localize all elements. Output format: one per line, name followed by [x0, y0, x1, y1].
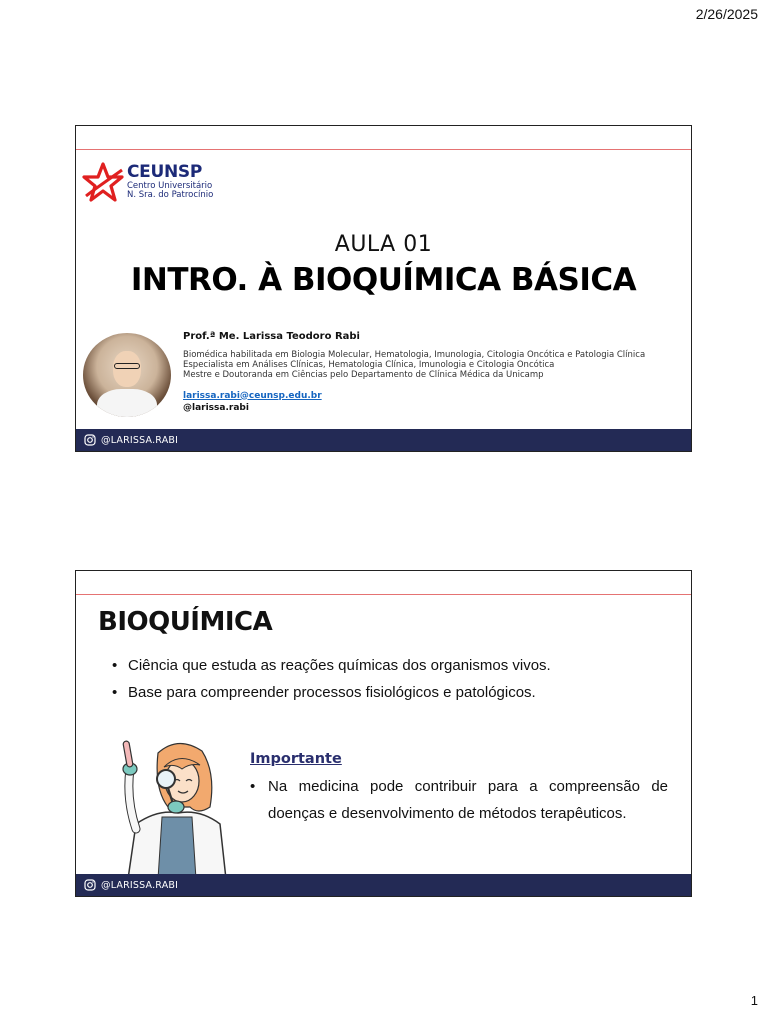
social-handle: @larissa.rabi [183, 402, 249, 413]
bullet-list [112, 657, 551, 711]
page-date: 2/26/2025 [695, 6, 758, 22]
bullet-item: • Ciência que estuda as reações químicas dos organismos vivos. [112, 657, 551, 674]
footer-handle: @LARISSA.RABI [101, 879, 179, 891]
important-title: Importante [250, 751, 342, 767]
instagram-icon [84, 434, 96, 446]
scientist-illustration [98, 729, 248, 879]
page-number: 1 [750, 993, 758, 1008]
top-rule [76, 149, 691, 150]
logo-name: CEUNSP [127, 162, 203, 183]
bio-line: Especialista em Análises Clínicas, Hematologia Clínica, Imunologia e Citologia Oncótica [183, 360, 555, 371]
bio-line: Biomédica habilitada em Biologia Molecular, Hematologia, Imunologia, Citologia Oncótica e Patologia Clínica [183, 350, 646, 360]
professor-profile [183, 331, 683, 413]
slide-2 [75, 570, 692, 897]
slide-title: INTRO. À BIOQUÍMICA BÁSICA [130, 262, 637, 298]
footer-handle: @LARISSA.RABI [101, 434, 179, 446]
lesson-number: AULA 01 [334, 232, 433, 257]
bullet-item: • Base para compreender processos fisiológicos e patológicos. [112, 684, 551, 701]
footer-bar [76, 874, 691, 896]
ceunsp-logo [82, 162, 213, 202]
slide-title: BIOQUÍMICA [98, 607, 273, 637]
top-rule [76, 594, 691, 595]
footer-bar [76, 429, 691, 451]
professor-avatar [83, 333, 171, 417]
email-link[interactable]: larissa.rabi@ceunsp.edu.br [183, 390, 322, 401]
professor-name: Prof.ª Me. Larissa Teodoro Rabi [183, 331, 360, 342]
important-callout [250, 751, 668, 827]
logo-subtitle-2: N. Sra. do Patrocínio [127, 189, 214, 200]
logo-subtitle-1: Centro Universitário [127, 181, 213, 191]
ceunsp-star-logo-icon [82, 162, 124, 202]
instagram-icon [84, 879, 96, 891]
slide-1 [75, 125, 692, 452]
bio-line: Mestre e Doutoranda em Ciências pelo Departamento de Clínica Médica da Unicamp [183, 370, 544, 381]
important-text: • Na medicina pode contribuir para a compreensão de doenças e desenvolvimento de métodos terapêuticos. [250, 773, 668, 827]
